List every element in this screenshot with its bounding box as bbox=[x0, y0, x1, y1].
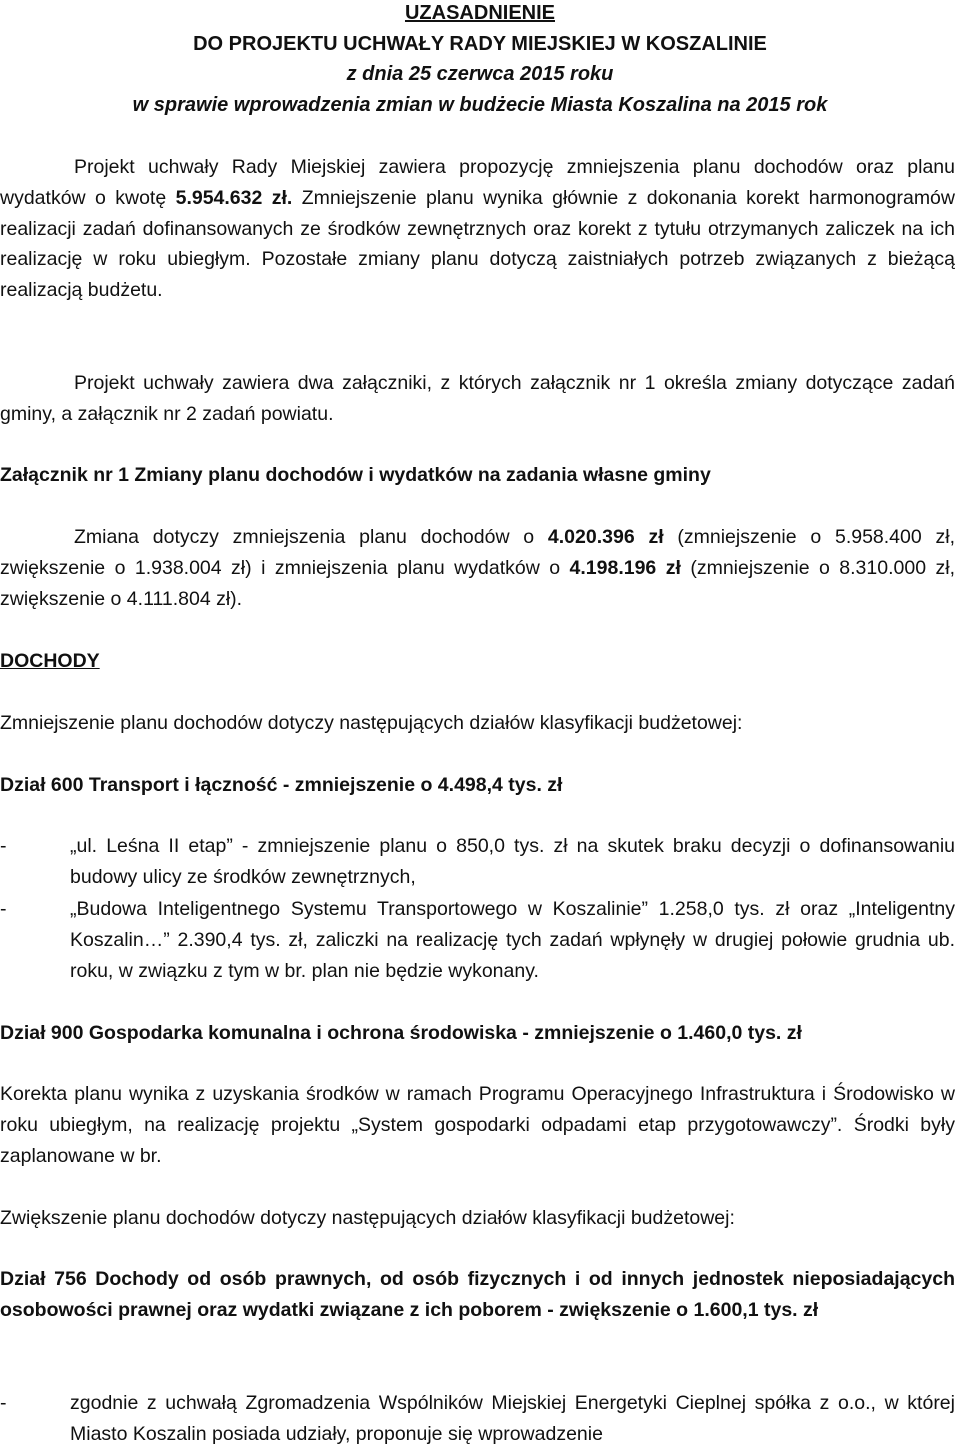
intro-amount: 5.954.632 zł. bbox=[175, 186, 293, 209]
list-item-text: „Budowa Inteligentnego Systemu Transportowego w Koszalinie” 1.258,0 tys. zł oraz „Inteligentny Koszalin…” 2.390,4 tys. zł, zaliczki na realizację tych zadań wpłynęły w drugiej połowie grudnia ub. roku, w związku z tym w br. plan nie będzie wykonany. bbox=[70, 898, 955, 982]
document-header bbox=[0, 0, 960, 120]
list-item-text: zgodnie z uchwałą Zgromadzenia Wspólników Miejskiej Energetyki Cieplnej spółka z o.o., w której Miasto Koszalin posiada udziały, proponuje się wprowadzenie bbox=[70, 1392, 955, 1445]
change-summary-paragraph bbox=[0, 522, 955, 614]
income-decrease-intro: Zmniejszenie planu dochodów dotyczy następujących działów klasyfikacji budżetowej: bbox=[0, 712, 743, 734]
list-item bbox=[0, 1388, 955, 1450]
list-dash: - bbox=[0, 1392, 7, 1414]
income-heading: DOCHODY bbox=[0, 650, 100, 672]
header-subtitle: DO PROJEKTU UCHWAŁY RADY MIEJSKIEJ W KOSZALINIE bbox=[193, 32, 767, 55]
dzial600-heading: Dział 600 Transport i łączność - zmniejszenie o 4.498,4 tys. zł bbox=[0, 774, 563, 796]
attachment1-heading: Załącznik nr 1 Zmiany planu dochodów i wydatków na zadania własne gminy bbox=[0, 464, 711, 486]
list-item-text: „ul. Leśna II etap” - zmniejszenie planu o 850,0 tys. zł na skutek braku decyzji o dofinansowaniu budowy ulicy ze środków zewnętrznych, bbox=[70, 835, 955, 888]
change-summary-amount1: 4.020.396 zł bbox=[547, 526, 664, 548]
header-title: UZASADNIENIE bbox=[404, 2, 555, 24]
attachments-paragraph: Projekt uchwały zawiera dwa załączniki, z których załącznik nr 1 określa zmiany dotyczące zadań gminy, a załącznik nr 2 zadań powiatu. bbox=[0, 372, 955, 425]
dzial756-heading: Dział 756 Dochody od osób prawnych, od osób fizycznych i od innych jednostek nieposiadających osobowości prawnej oraz wydatki związane z ich poborem - zwiększenie o 1.600,1 tys. zł bbox=[0, 1268, 955, 1321]
change-summary-part2: (zmniejszenie o 5.958.400 zł, zwiększenie o 1.938.004 zł) i zmniejszenia planu wydatków o bbox=[0, 526, 955, 579]
dzial900-heading: Dział 900 Gospodarka komunalna i ochrona środowiska - zmniejszenie o 1.460,0 tys. zł bbox=[0, 1022, 802, 1044]
intro-paragraph bbox=[0, 152, 955, 306]
list-dash: - bbox=[0, 898, 7, 920]
intro-text-end: Zmniejszenie planu wynika głównie z dokonania korekt harmonogramów realizacji zadań dofinansowanych ze środków zewnętrznych oraz korekt z tytułu otrzymanych zaliczek na ich realizację w roku ubiegłym. Pozostałe zmiany planu dotyczą zaistniałych potrzeb związanych z bieżącą realizacją budżetu. bbox=[0, 186, 955, 302]
list-item bbox=[0, 894, 955, 986]
list-dash: - bbox=[0, 835, 7, 857]
intro-text-start: Projekt uchwały Rady Miejskiej zawiera propozycję zmniejszenia planu dochodów oraz planu wydatków o kwotę bbox=[0, 156, 955, 209]
change-summary-part3: (zmniejszenie o 8.310.000 zł, zwiększenie o 4.111.804 zł). bbox=[0, 556, 955, 610]
income-increase-intro: Zwiększenie planu dochodów dotyczy następujących działów klasyfikacji budżetowej: bbox=[0, 1207, 735, 1229]
list-item bbox=[0, 831, 955, 893]
header-date: z dnia 25 czerwca 2015 roku bbox=[346, 63, 614, 85]
header-subject: w sprawie wprowadzenia zmian w budżecie Miasta Koszalina na 2015 rok bbox=[132, 93, 828, 116]
change-summary-part1: Zmiana dotyczy zmniejszenia planu dochodów o bbox=[74, 526, 548, 548]
change-summary-amount2: 4.198.196 zł bbox=[569, 556, 681, 579]
dzial900-paragraph: Korekta planu wynika z uzyskania środków w ramach Programu Operacyjnego Infrastruktura i Środowisko w roku ubiegłym, na realizację projektu „System gospodarki odpadami etap przygotowawczy”. Środki były zaplanowane w br. bbox=[0, 1083, 955, 1167]
